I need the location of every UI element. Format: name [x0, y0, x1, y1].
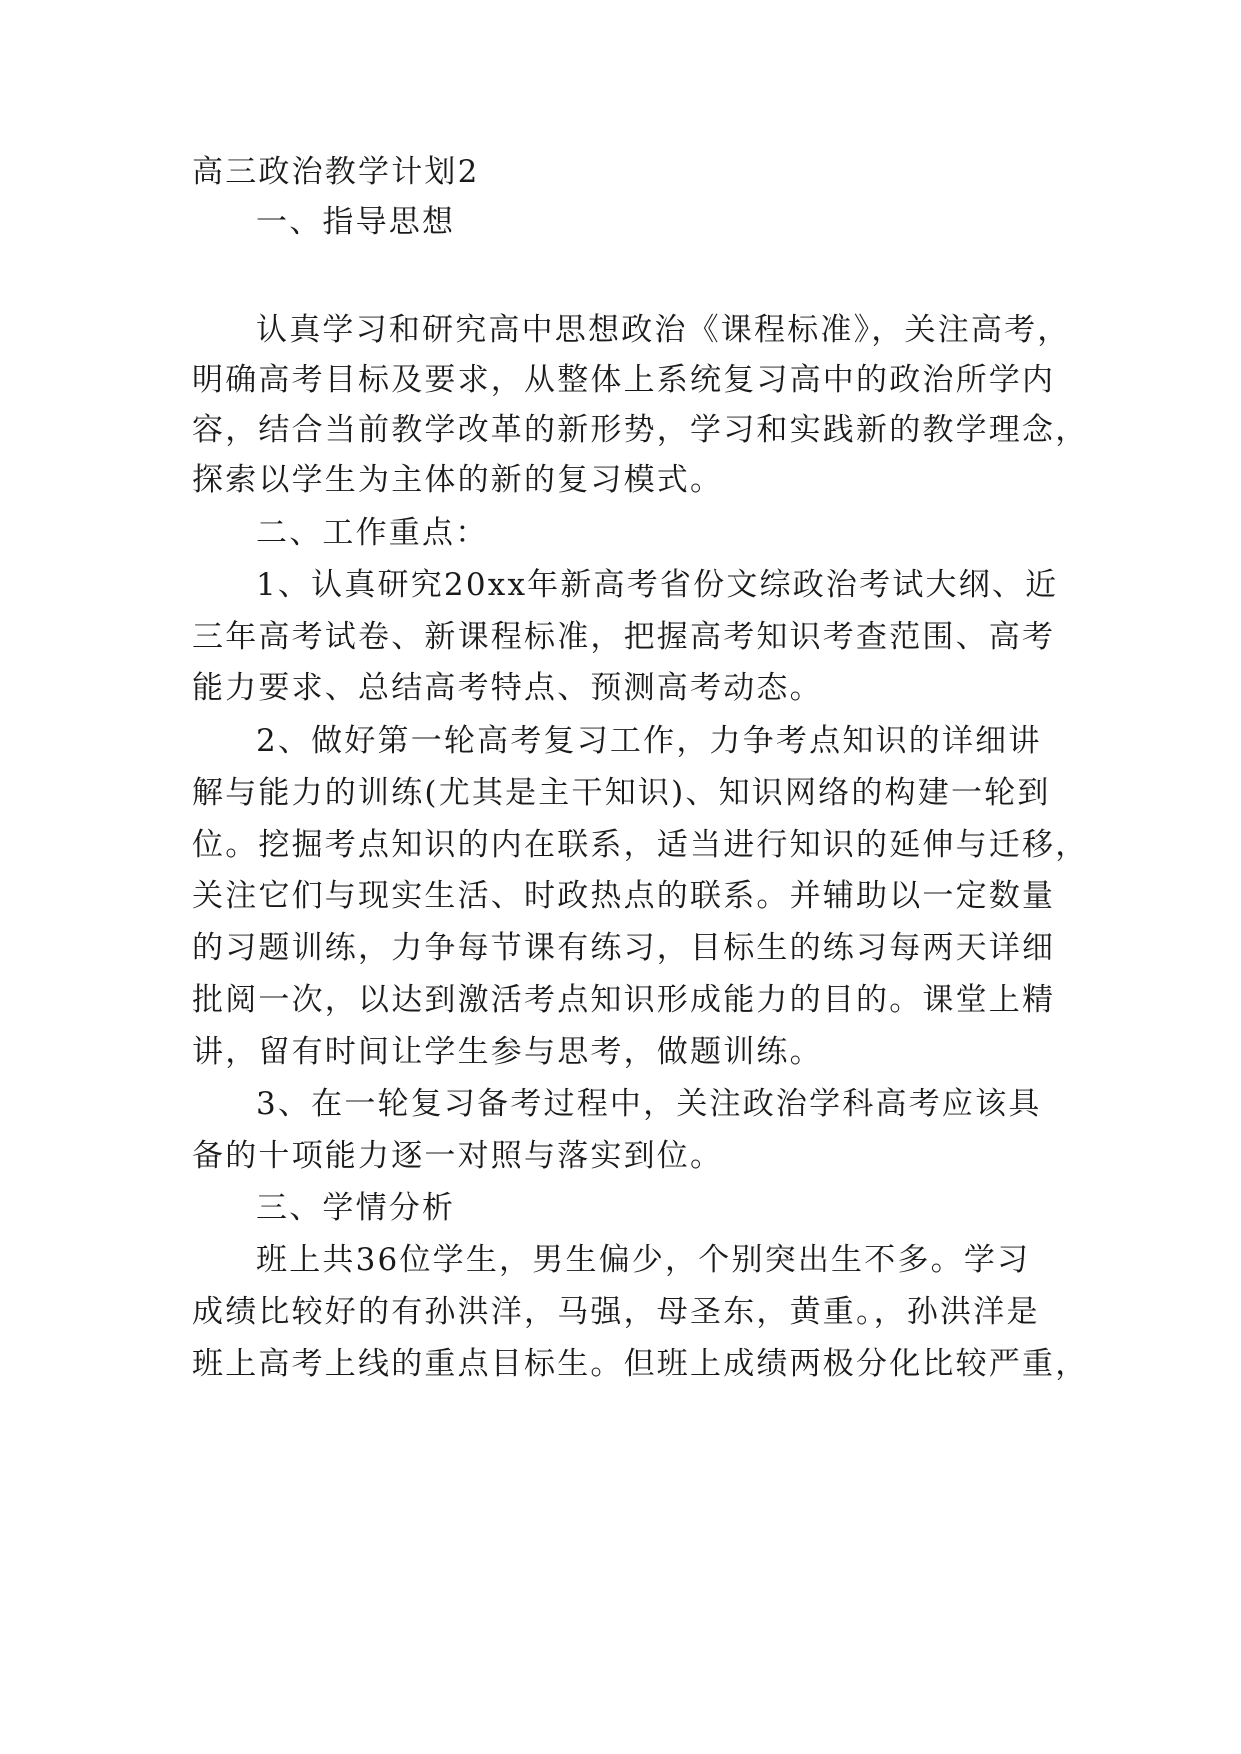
paragraph-line: 班上高考上线的重点目标生。但班上成绩两极分化比较严重，	[192, 1346, 1089, 1382]
paragraph-line: 探索以学生为主体的新的复习模式。	[192, 462, 724, 498]
paragraph-line: 1、认真研究20xx年新高考省份文综政治考试大纲、近	[256, 567, 1059, 603]
paragraph-line: 关注它们与现实生活、时政热点的联系。并辅助以一定数量	[192, 878, 1056, 914]
section-heading-3: 三、学情分析	[256, 1190, 456, 1226]
section-heading-1: 一、指导思想	[256, 204, 456, 240]
paragraph-line: 批阅一次，以达到激活考点知识形成能力的目的。课堂上精	[192, 982, 1056, 1018]
paragraph-line: 备的十项能力逐一对照与落实到位。	[192, 1138, 724, 1174]
paragraph-line: 认真学习和研究高中思想政治《课程标准》，关注高考，	[256, 312, 1071, 348]
paragraph-line: 2、做好第一轮高考复习工作，力争考点知识的详细讲	[256, 723, 1042, 759]
section-heading-2: 二、工作重点：	[256, 515, 489, 551]
paragraph-line: 成绩比较好的有孙洪洋，马强，母圣东，黄重。，孙洪洋是	[192, 1294, 1040, 1330]
paragraph-line: 讲，留有时间让学生参与思考，做题训练。	[192, 1034, 823, 1070]
paragraph-line: 位。挖掘考点知识的内在联系，适当进行知识的延伸与迁移，	[192, 827, 1089, 863]
paragraph-line: 的习题训练，力争每节课有练习，目标生的练习每两天详细	[192, 930, 1056, 966]
document-title: 高三政治教学计划2	[192, 154, 480, 190]
paragraph-line: 三年高考试卷、新课程标准，把握高考知识考查范围、高考	[192, 619, 1056, 655]
paragraph-line: 3、在一轮复习备考过程中，关注政治学科高考应该具	[256, 1086, 1042, 1122]
paragraph-line: 明确高考目标及要求，从整体上系统复习高中的政治所学内	[192, 362, 1056, 398]
paragraph-line: 解与能力的训练(尤其是主干知识)、知识网络的构建一轮到	[192, 775, 1051, 811]
paragraph-line: 班上共36位学生，男生偏少，个别突出生不多。学习	[256, 1242, 1031, 1278]
paragraph-line: 容，结合当前教学改革的新形势，学习和实践新的教学理念，	[192, 412, 1089, 448]
paragraph-line: 能力要求、总结高考特点、预测高考动态。	[192, 670, 823, 706]
